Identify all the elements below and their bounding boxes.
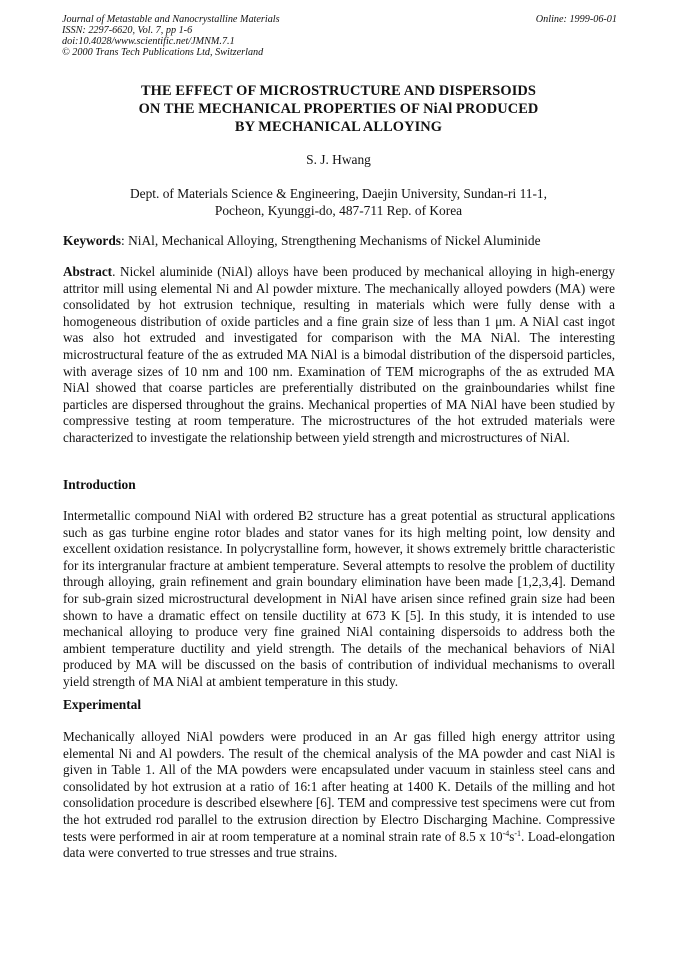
copyright-line: © 2000 Trans Tech Publications Ltd, Switzerland [62, 47, 264, 58]
keywords-label: Keywords [63, 233, 122, 248]
journal-header [62, 14, 617, 58]
experimental-section [63, 729, 615, 862]
strain-rate-base: 8.5 x 10 [459, 828, 503, 844]
introduction-heading: Introduction [63, 477, 136, 492]
experimental-tail: . Load-elongation data were converted to true stresses and true strains. [63, 828, 616, 861]
experimental-text: Mechanically alloyed NiAl powders were produced in an Ar gas filled high energy attritor using elemental Ni and Al powders. The result of the chemical analysis of the MA powder and cast NiAl is given in Table 1. All of the MA powders were encapsulated under vacuum in stainless steel cans and consolidated by hot extrusion at a ratio of 16:1 after heating at 1400 K. Details of the milling and hot consolidation procedure is described elsewhere [6]. TEM and compressive test specimens were cut from the hot extruded rod parallel to the extrusion direction by Electro Discharging Machine. Compressive tests were performed in air at room temperature at a nominal strain rate of [63, 729, 615, 844]
experimental-heading: Experimental [63, 697, 142, 712]
title-line-2: ON THE MECHANICAL PROPERTIES OF NiAl PRODUCED [138, 101, 539, 117]
affiliation [62, 185, 615, 219]
author-name: S. J. Hwang [306, 152, 371, 167]
affiliation-line-1: Dept. of Materials Science & Engineering, Daejin University, Sundan-ri 11-1, [130, 186, 547, 201]
abstract [63, 264, 615, 447]
introduction-text: Intermetallic compound NiAl with ordered B2 structure has a great potential as structural applications such as gas turbine engine rotor blades and stator vanes for its high melting point, low density and excellent oxidation resistance. In polycrystalline form, however, it shows extremely brittle characteristic for its intergranular fracture at ambient temperature. Several attempts to resolve the problem of ductility through alloying, grain refinement and grain boundary elimination have been made [1,2,3,4]. Demand for sub-grain sized microstructural development in NiAl have arisen since refined grain size had been shown to have a dramatic effect on tensile ductility at 673 K [5]. In this study, it is intended to use mechanical alloying to produce very fine grained NiAl containing dispersoids to address both the ambient temperature ductility and yield strength. The details of the mechanical behaviors of NiAl produced by MA will be discussed on the basis of contribution of individual mechanisms to overall yield strength of MA NiAl at ambient temperature in this study. [63, 508, 615, 689]
strain-rate-exponent: -4 [502, 828, 510, 838]
title-line-1: THE EFFECT OF MICROSTRUCTURE AND DISPERSOIDS [140, 83, 536, 99]
abstract-label: Abstract [63, 264, 113, 279]
abstract-text: . Nickel aluminide (NiAl) alloys have been produced by mechanical alloying in high-energy attritor mill using elemental Ni and Al powder mixture. The mechanically alloyed powders (MA) were consolidated by hot extrusion technique, resulting in materials which were fully dense with a homogeneous distribution of oxide particles and a fine grain size of less than 1 μm. A NiAl cast ingot was also hot extruded and investigated for comparison with the MA NiAl. The interesting microstructural feature of the as extruded MA NiAl is a bimodal distribution of the dispersoid particles, with average sizes of 10 nm and 100 nm. Examination of TEM micrographs of the as extruded MA NiAl showed that coarse particles are preferentially distributed on the grainboundaries whilst fine particles are dispersed throughout the grains. Mechanical properties of MA NiAl have been studied by compressive testing at room temperature. The microstructures of the hot extruded materials were characterized to investigate the relationship between yield strength and microstructures of NiAl. [63, 264, 615, 445]
journal-name: Journal of Metastable and Nanocrystalline Materials [62, 14, 280, 25]
strain-rate [459, 829, 521, 844]
paper-title [62, 82, 615, 136]
issn-line: ISSN: 2297-6620, Vol. 7, pp 1-6 [62, 25, 193, 36]
doi-line: doi:10.4028/www.scientific.net/JMNM.7.1 [62, 36, 235, 47]
affiliation-line-2: Pocheon, Kyunggi-do, 487-711 Rep. of Korea [214, 203, 463, 218]
strain-rate-unit-exponent: -1 [514, 828, 522, 838]
keywords-text: : NiAl, Mechanical Alloying, Strengthening Mechanisms of Nickel Aluminide [121, 233, 541, 248]
keywords [63, 233, 615, 249]
online-date: Online: 1999-06-01 [535, 14, 617, 25]
strain-rate-unit: s [509, 828, 515, 844]
title-line-3: BY MECHANICAL ALLOYING [234, 119, 443, 135]
